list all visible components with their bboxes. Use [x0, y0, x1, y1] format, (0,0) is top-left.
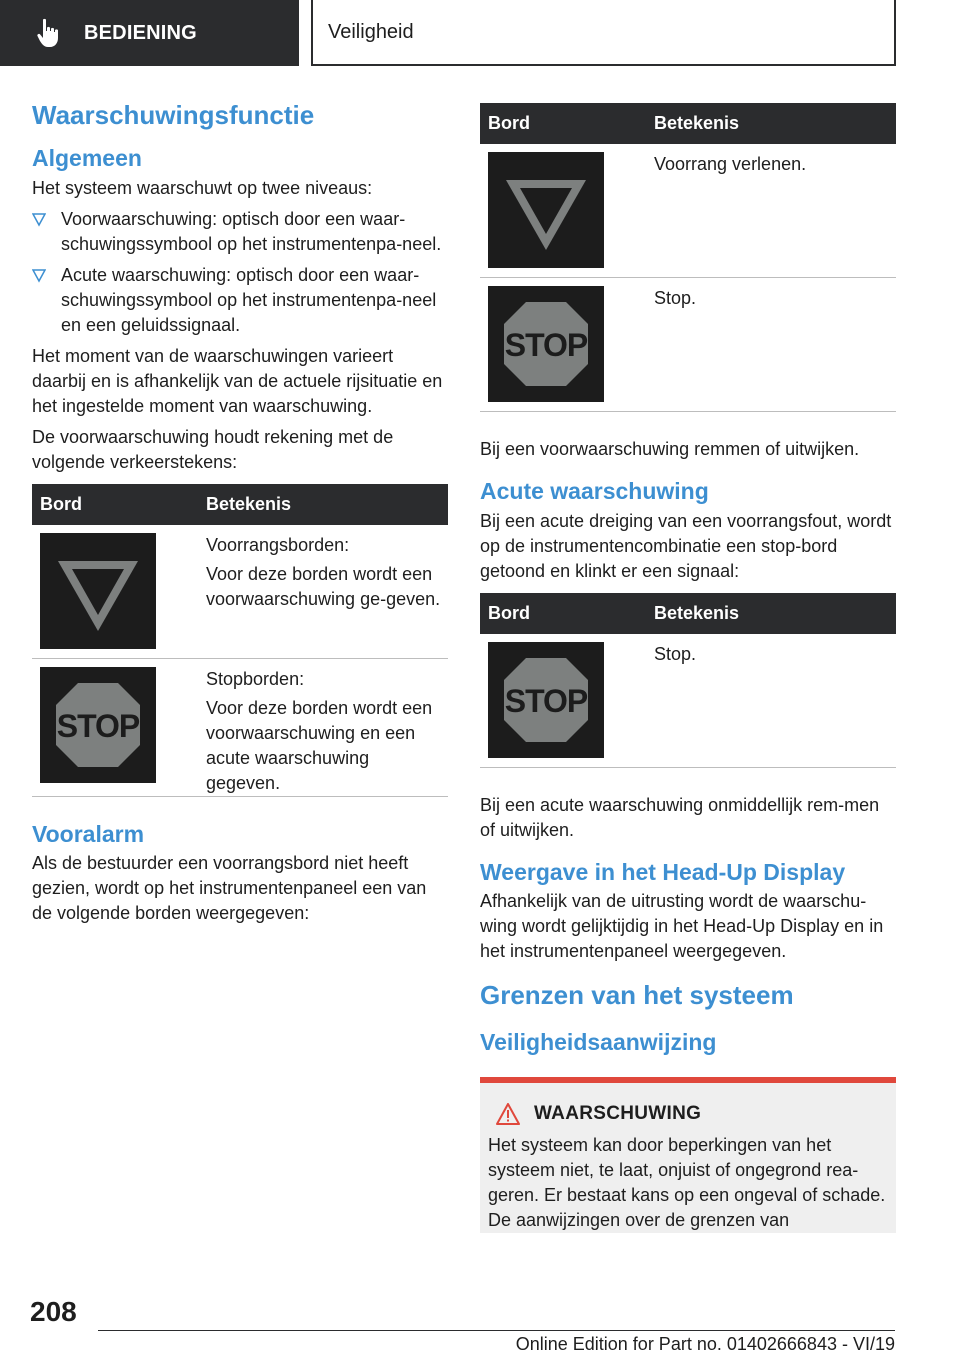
list-item-text: Voorwaarschuwing: optisch door een waar-schuwingssymbool op het instrumentenpa-neel. — [61, 208, 442, 254]
hand-pointer-icon — [30, 13, 70, 53]
sign-table — [32, 484, 448, 797]
svg-text:STOP: STOP — [504, 682, 588, 719]
table-header-sign: Bord — [32, 484, 198, 525]
safety-heading: Veiligheidsaanwijzing — [480, 1029, 717, 1056]
right-column — [480, 103, 896, 1233]
limits-heading: Grenzen van het systeem — [480, 980, 794, 1011]
paragraph: De voorwaarschuwing houdt rekening met de volgende verkeerstekens: — [32, 426, 394, 472]
sign-table — [480, 593, 896, 768]
hud-text: Afhankelijk van de uitrusting wordt de waarschu-wing wordt gelijktijdig in het Head-Up Display en in het instrumentenpaneel weergegeven. — [480, 891, 884, 962]
edition-text: Online Edition for Part no. 01402666843 - VI/19 — [515, 1334, 895, 1354]
table-row — [32, 525, 448, 659]
table-header-meaning: Betekenis — [198, 484, 448, 525]
table-row — [480, 144, 896, 278]
cell-text: Stop. — [654, 643, 697, 664]
main-title: Waarschuwingsfunctie — [32, 100, 315, 130]
yield-sign-icon — [40, 533, 156, 649]
svg-text:STOP: STOP — [504, 327, 588, 363]
pre-alarm-text: Als de bestuurder een voorrangsbord niet heeft gezien, wordt op het instrumentenpaneel een van de volgende borden weergegeven: — [32, 853, 427, 924]
list-item-text: Acute waarschuwing: optisch door een waar-schuwingssymbool op het instrumentenpa-neel en een geluidssignaal. — [61, 264, 437, 335]
general-heading: Algemeen — [32, 145, 142, 172]
list-item — [32, 207, 448, 257]
pre-alarm-heading: Vooralarm — [32, 820, 145, 847]
triangle-bullet-icon — [32, 213, 46, 227]
acute-heading: Acute waarschuwing — [480, 478, 709, 504]
table-header-meaning: Betekenis — [646, 103, 896, 144]
cell-text: Stopborden: — [206, 668, 305, 689]
left-column — [32, 100, 448, 926]
table-header-sign: Bord — [480, 593, 646, 634]
list-item — [32, 263, 448, 338]
svg-text:STOP: STOP — [56, 707, 140, 744]
paragraph: Bij een voorwaarschuwing remmen of uitwijken. — [480, 439, 860, 459]
triangle-bullet-icon — [32, 269, 46, 283]
level-list — [32, 207, 448, 338]
sign-table — [480, 103, 896, 412]
hud-heading: Weergave in het Head-Up Display — [480, 858, 846, 885]
table-row — [480, 634, 896, 768]
stop-sign-icon — [488, 642, 604, 758]
section-tab — [0, 0, 299, 66]
section-title: BEDIENING — [84, 21, 197, 44]
cell-text: Voor deze borden wordt een voorwaarschuwing ge-geven. — [206, 563, 441, 609]
paragraph: Bij een acute waarschuwing onmiddellijk rem-men of uitwijken. — [480, 794, 880, 840]
stop-sign-icon — [40, 667, 156, 783]
warning-text: Het systeem kan door beperkingen van het systeem niet, te laat, onjuist of ongegrond rea-geren. Er bestaat kans op een ongeval of schade. De aanwijzingen over de grenzen van — [488, 1134, 886, 1230]
intro-text: Het systeem waarschuwt op twee niveaus: — [32, 177, 373, 198]
warning-title — [496, 1103, 888, 1125]
yield-sign-icon — [488, 152, 604, 268]
warning-title-text: WAARSCHUWING — [534, 1102, 702, 1124]
acute-text: Bij een acute dreiging van een voorrangsfout, wordt op de instrumentencombinatie een stop-bord getoond en klinkt er een signaal: — [480, 510, 892, 581]
table-row — [480, 278, 896, 412]
table-row — [32, 658, 448, 796]
cell-text: Stop. — [654, 288, 697, 308]
table-header-sign: Bord — [480, 103, 646, 144]
warning-box — [480, 1077, 896, 1233]
cell-text: Voorrangsborden: — [206, 534, 350, 555]
footer-divider — [98, 1330, 895, 1331]
stop-sign-icon — [488, 286, 604, 402]
warning-triangle-icon — [496, 1103, 520, 1125]
cell-text: Voorrang verlenen. — [654, 154, 807, 174]
chapter-tab — [311, 0, 896, 66]
paragraph: Het moment van de waarschuwingen varieert daarbij en is afhankelijk van de actuele rijsituatie en het ingestelde moment van waarschuwing. — [32, 345, 443, 416]
cell-text: Voor deze borden wordt een voorwaarschuwing en een acute waarschuwing gegeven. — [206, 697, 433, 793]
chapter-title: Veiligheid — [328, 20, 414, 43]
table-header-meaning: Betekenis — [646, 593, 896, 634]
page-number: 208 — [30, 1296, 77, 1327]
